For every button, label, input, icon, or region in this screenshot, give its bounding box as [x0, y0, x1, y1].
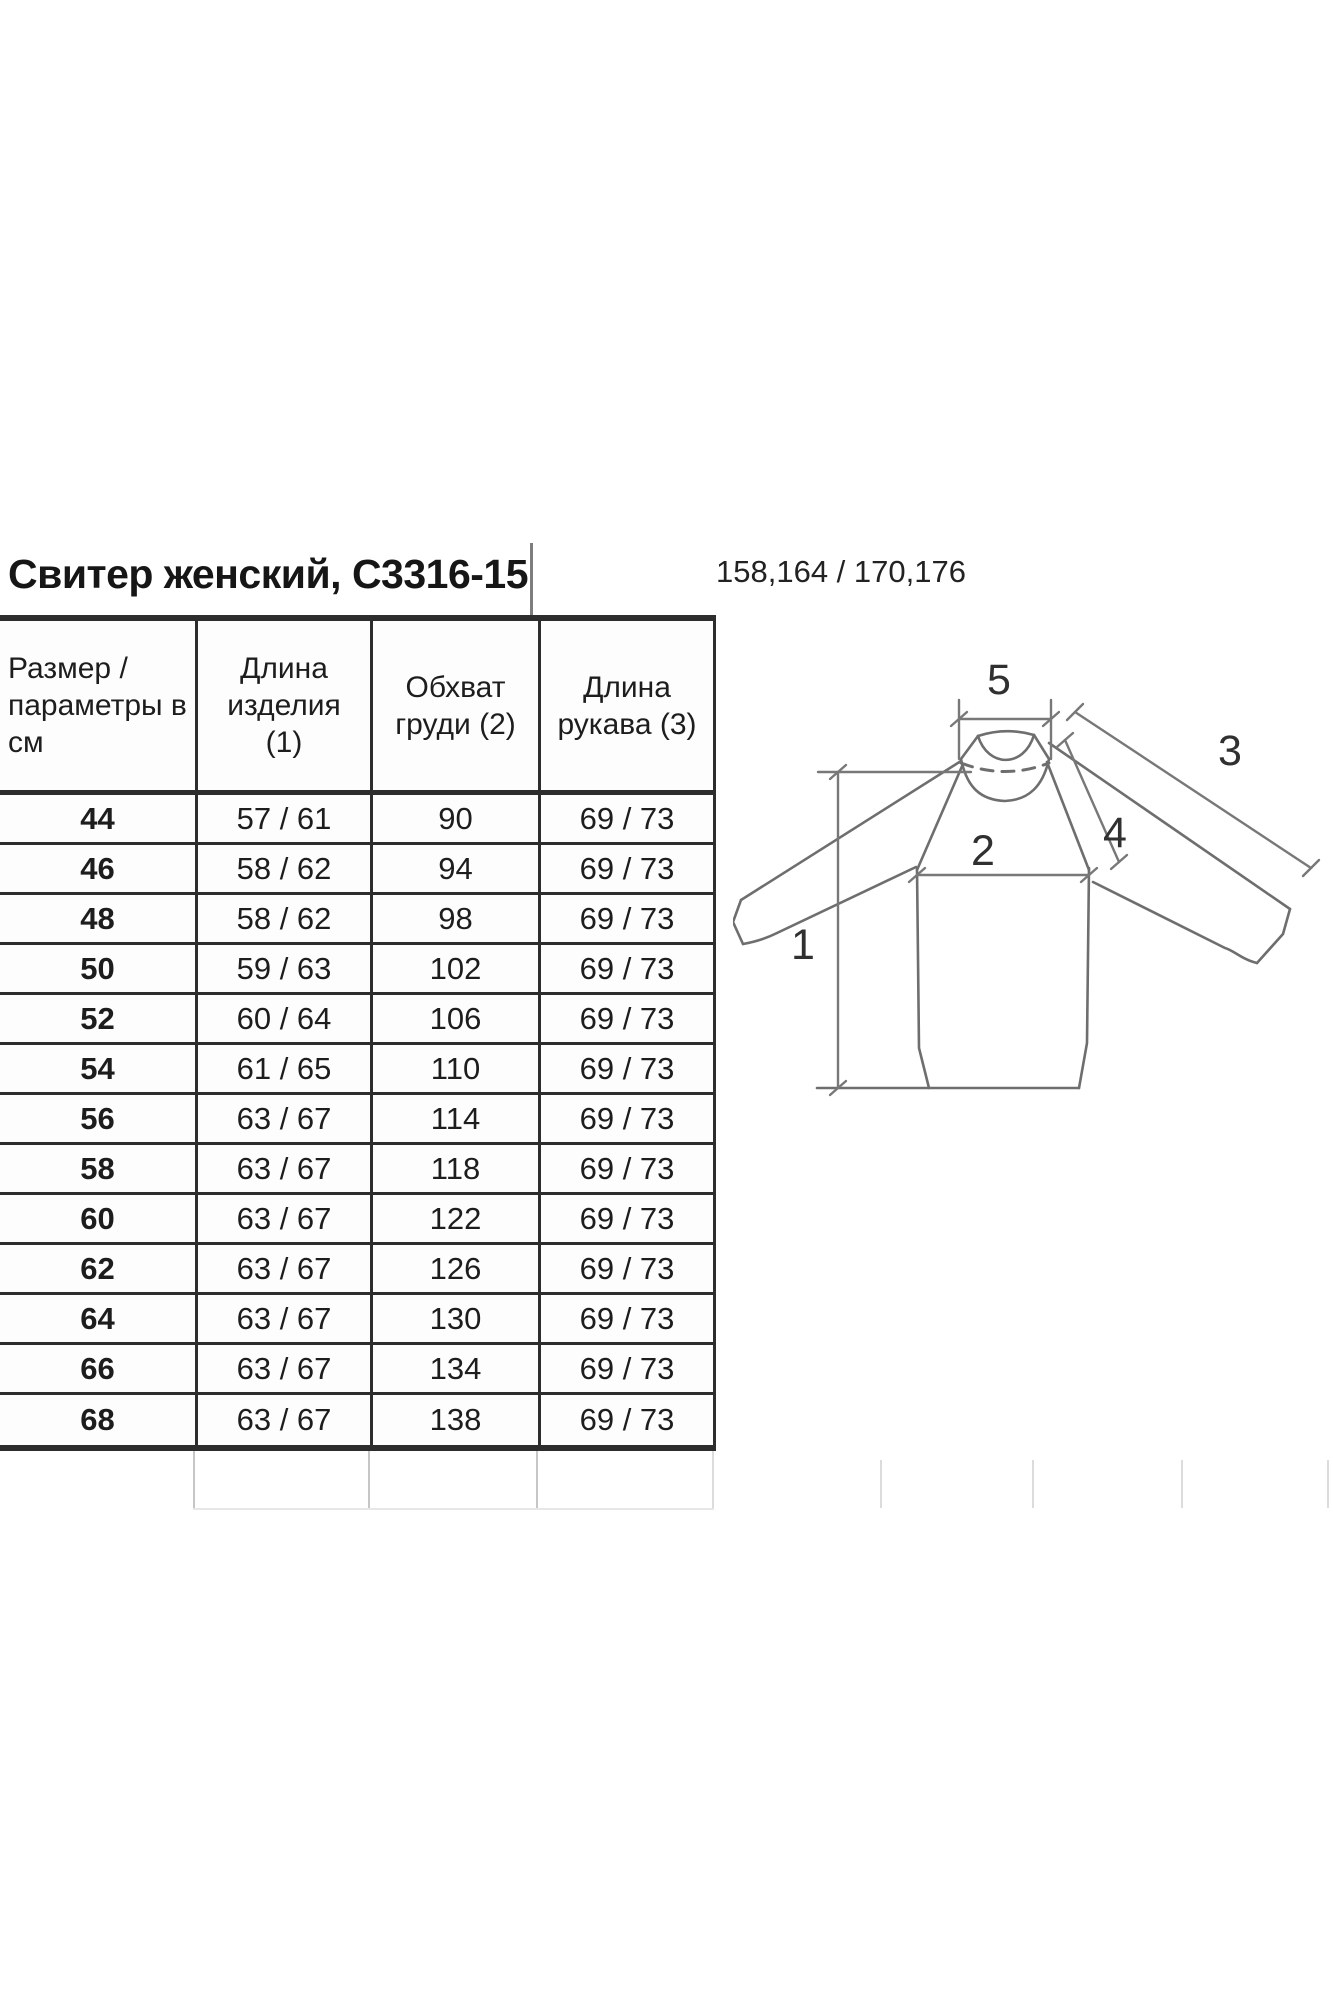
cell-sleeve: 69 / 73: [538, 1345, 713, 1395]
grid-remnant-line: [1327, 1460, 1329, 1508]
left-sleeve-outline: [733, 761, 961, 944]
neck-seam-dashed-line: [961, 763, 1049, 772]
cell-sleeve: 69 / 73: [538, 995, 713, 1045]
cell-chest: 94: [370, 845, 538, 895]
cell-sleeve: 69 / 73: [538, 1095, 713, 1145]
cell-chest: 90: [370, 795, 538, 845]
cell-sleeve: 69 / 73: [538, 795, 713, 845]
grid-remnant-line: [712, 1451, 714, 1509]
cell-size: 62: [0, 1245, 195, 1295]
cell-size: 58: [0, 1145, 195, 1195]
grid-remnant-line: [368, 1451, 370, 1509]
dimension-label-raglan: 4: [1103, 809, 1127, 857]
dimension-label-neck: 5: [987, 656, 1011, 704]
col-header-chest: Обхват груди (2): [370, 621, 538, 795]
cell-length: 63 / 67: [195, 1395, 370, 1445]
cell-size: 64: [0, 1295, 195, 1345]
cell-length: 63 / 67: [195, 1245, 370, 1295]
size-table: [0, 615, 716, 1451]
page-title: Свитер женский, С3316-15: [8, 551, 529, 597]
cell-size: 54: [0, 1045, 195, 1095]
dimension-raglan-line: [1057, 733, 1127, 869]
cell-chest: 134: [370, 1345, 538, 1395]
sweater-diagram: [733, 622, 1333, 1102]
body-outline: [917, 762, 1089, 1088]
cell-chest: 98: [370, 895, 538, 945]
cell-size: 66: [0, 1345, 195, 1395]
cell-length: 57 / 61: [195, 795, 370, 845]
dimension-chest-width: [909, 827, 1097, 882]
title-column-divider: [530, 543, 533, 615]
cell-length: 61 / 65: [195, 1045, 370, 1095]
cell-chest: 114: [370, 1095, 538, 1145]
col-header-length: Длина изделия (1): [195, 621, 370, 795]
cell-chest: 138: [370, 1395, 538, 1445]
col-header-size: Размер / параметры в см: [0, 621, 195, 795]
dimension-label-chest: 2: [971, 827, 995, 875]
cell-length: 63 / 67: [195, 1145, 370, 1195]
cell-sleeve: 69 / 73: [538, 845, 713, 895]
height-range-note: 158,164 / 170,176: [716, 554, 966, 589]
cell-sleeve: 69 / 73: [538, 1395, 713, 1445]
cell-sleeve: 69 / 73: [538, 1245, 713, 1295]
cell-length: 63 / 67: [195, 1095, 370, 1145]
cell-length: 60 / 64: [195, 995, 370, 1045]
cell-size: 52: [0, 995, 195, 1045]
right-sleeve-outline: [1049, 743, 1290, 963]
grid-remnant-line: [1032, 1460, 1034, 1508]
cell-sleeve: 69 / 73: [538, 1195, 713, 1245]
cell-chest: 110: [370, 1045, 538, 1095]
grid-remnant-line: [880, 1460, 882, 1508]
cell-size: 46: [0, 845, 195, 895]
dimension-neck-width: [951, 656, 1059, 759]
grid-remnant-line: [1181, 1460, 1183, 1508]
grid-remnant-line: [536, 1451, 538, 1509]
cell-length: 63 / 67: [195, 1295, 370, 1345]
cell-length: 58 / 62: [195, 895, 370, 945]
cell-sleeve: 69 / 73: [538, 1295, 713, 1345]
cell-sleeve: 69 / 73: [538, 1045, 713, 1095]
cell-length: 63 / 67: [195, 1195, 370, 1245]
cell-size: 48: [0, 895, 195, 945]
cell-chest: 126: [370, 1245, 538, 1295]
grid-remnant-line: [193, 1508, 714, 1510]
cell-size: 68: [80, 1402, 115, 1437]
cell-size: 50: [0, 945, 195, 995]
cell-size: 44: [0, 795, 195, 845]
cell-size: 60: [0, 1195, 195, 1245]
dimension-garment-length: [791, 765, 971, 1095]
collar-outline: [961, 731, 1049, 801]
cell-chest: 102: [370, 945, 538, 995]
cell-sleeve: 69 / 73: [538, 895, 713, 945]
cell-sleeve: 69 / 73: [538, 1145, 713, 1195]
cell-length: 59 / 63: [195, 945, 370, 995]
cell-length: 63 / 67: [195, 1345, 370, 1395]
cell-length: 58 / 62: [195, 845, 370, 895]
dimension-label-length: 1: [791, 921, 815, 969]
cell-chest: 106: [370, 995, 538, 1045]
cell-chest: 130: [370, 1295, 538, 1345]
cell-size: 56: [0, 1095, 195, 1145]
dimension-label-sleeve: 3: [1218, 727, 1242, 775]
cell-chest: 122: [370, 1195, 538, 1245]
cell-chest: 118: [370, 1145, 538, 1195]
col-header-sleeve: Длина рукава (3): [538, 621, 713, 795]
cell-sleeve: 69 / 73: [538, 945, 713, 995]
grid-remnant-line: [193, 1451, 195, 1509]
